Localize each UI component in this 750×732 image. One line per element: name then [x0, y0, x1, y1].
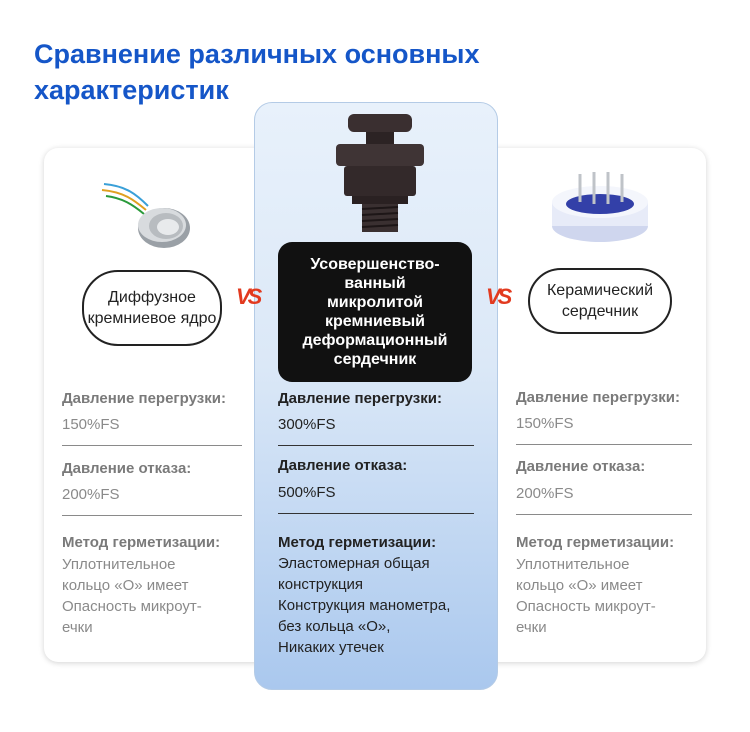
divider — [278, 445, 474, 446]
ceramic-core-image — [548, 168, 658, 248]
divider — [516, 444, 692, 445]
overload-label: Давление перегрузки: — [62, 390, 226, 407]
page-title: Сравнение различных основных характеристик — [34, 39, 480, 105]
overload-label: Давление перегрузки: — [278, 390, 442, 407]
seal-text: Уплотнительное кольцо «О» имеет Опасность микроут- ечки — [62, 556, 202, 636]
divider — [62, 515, 242, 516]
micro-cast-silicon-sensor-image — [330, 106, 430, 236]
burst-value: 500%FS — [278, 484, 336, 501]
overload-label: Давление перегрузки: — [516, 389, 680, 406]
seal-label: Метод герметизации: — [516, 534, 675, 551]
burst-value: 200%FS — [516, 485, 574, 502]
seal-text: Уплотнительное кольцо «О» имеет Опасность микроут- ечки — [516, 556, 656, 636]
overload-value: 150%FS — [62, 416, 120, 433]
microcast-silicon-core-label: Усовершенство- ванный микролитой кремниевый деформационный сердечник — [278, 242, 472, 382]
divider — [278, 513, 474, 514]
burst-value: 200%FS — [62, 486, 120, 503]
divider — [62, 445, 242, 446]
seal-label: Метод герметизации: — [278, 534, 437, 551]
burst-label: Давление отказа: — [62, 460, 192, 477]
divider — [516, 514, 692, 515]
vs-mark-left: VS — [236, 284, 260, 309]
seal-label: Метод герметизации: — [62, 534, 221, 551]
diffused-silicon-core-image — [96, 176, 206, 256]
overload-value: 300%FS — [278, 416, 336, 433]
diffused-silicon-core-label: Диффузное кремниевое ядро — [82, 270, 222, 346]
burst-label: Давление отказа: — [278, 457, 408, 474]
burst-label: Давление отказа: — [516, 458, 646, 475]
overload-value: 150%FS — [516, 415, 574, 432]
seal-text: Эластомерная общая конструкция Конструкция манометра, без кольца «О», Никаких утечек — [278, 555, 451, 656]
ceramic-core-label: Керамический сердечник — [528, 268, 672, 334]
vs-mark-right: VS — [486, 284, 510, 309]
